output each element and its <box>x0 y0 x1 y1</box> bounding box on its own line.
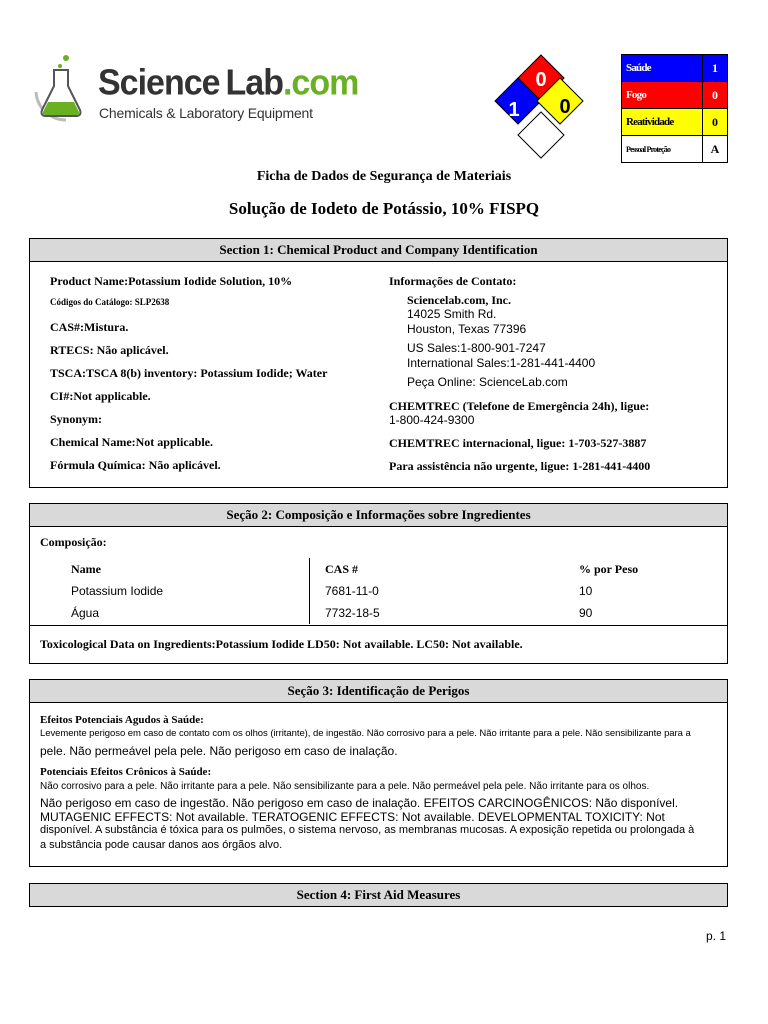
document-heading: Ficha de Dados de Segurança de Materiais <box>256 169 512 184</box>
hazard-label: Saúde <box>622 55 703 82</box>
acute-effects-line-2: pele. Não permeável pela pele. Não perigoso em caso de inalação. <box>40 744 398 758</box>
cas-number: CAS#:Mistura. <box>50 320 129 334</box>
ingredient-weight: 10 <box>579 584 593 598</box>
sciencelab-logo <box>30 52 359 122</box>
hazard-label: Reatividade <box>622 109 703 136</box>
chronic-effects-line-2: Não perigoso em caso de ingestão. Não perigoso em caso de inalação. EFEITOS CARCINOGÊNICOS: Não disponível. <box>40 796 679 810</box>
hazard-row <box>622 109 728 136</box>
column-divider <box>309 558 310 624</box>
nfpa-reactivity: 0 <box>559 96 571 118</box>
ingredient-cas: 7732-18-5 <box>325 606 380 620</box>
rtecs: RTECS: Não aplicável. <box>50 343 169 357</box>
hazard-label: Fogo <box>622 82 703 109</box>
address-line-1: 14025 Smith Rd. <box>407 307 497 321</box>
chronic-effects-line-5: a substância pode causar danos aos órgãos alvo. <box>40 839 283 851</box>
chemical-formula: Fórmula Química: Não aplicável. <box>50 458 221 472</box>
chronic-effects-line-3: MUTAGENIC EFFECTS: Not available. TERATOGENIC EFFECTS: Not available. DEVELOPMENTAL TOXICITY: Not <box>40 810 665 824</box>
us-sales: US Sales:1-800-901-7247 <box>407 341 546 355</box>
document-title: Solução de Iodeto de Potássio, 10% FISPQ <box>228 199 540 218</box>
col-cas: CAS # <box>325 562 359 576</box>
ci-number: CI#:Not applicable. <box>50 389 151 403</box>
ingredient-name: Potassium Iodide <box>71 584 164 598</box>
ingredient-cas: 7681-11-0 <box>325 584 379 598</box>
hazard-rating-table <box>621 54 728 163</box>
non-urgent-assistance: Para assistência não urgente, ligue: 1-281-441-4400 <box>389 459 651 473</box>
table-bottom-rule <box>30 625 727 626</box>
ingredient-name: Água <box>71 606 100 620</box>
catalog-codes: Códigos do Catálogo: SLP2638 <box>50 297 170 307</box>
hazard-label: Pessoal Proteção <box>622 136 703 163</box>
ingredient-weight: 90 <box>579 606 593 620</box>
col-weight: % por Peso <box>579 562 639 576</box>
col-name: Name <box>71 562 101 576</box>
hazard-row <box>622 136 728 163</box>
hazard-value: 1 <box>703 55 728 82</box>
section-3-header: Seção 3: Identificação de Perigos <box>30 680 727 703</box>
international-sales: International Sales:1-281-441-4400 <box>407 356 596 370</box>
chronic-effects-line-1: Não corrosivo para a pele. Não irritante para a pele. Não sensibilizante para a pele. Não permeável pela pele. Não irritante para os olhos. <box>40 781 650 792</box>
section-4 <box>29 883 728 907</box>
flask-icon <box>30 52 96 122</box>
hazard-value: 0 <box>703 82 728 109</box>
acute-effects-line-1: Levemente perigoso em caso de contato com os olhos (irritante), de ingestão. Não corrosivo para a pele. Não irritante para a pele. Não sensibilizante para a <box>40 728 691 739</box>
hazard-value: A <box>703 136 728 163</box>
page-number: p. 1 <box>706 929 727 943</box>
synonym: Synonym: <box>50 412 103 426</box>
tsca: TSCA:TSCA 8(b) inventory: Potassium Iodide; Water <box>50 366 328 380</box>
hazard-row <box>622 82 728 109</box>
section-2-header: Seção 2: Composição e Informações sobre Ingredientes <box>30 504 727 527</box>
section-1-header: Section 1: Chemical Product and Company Identification <box>30 239 727 262</box>
section-4-header: Section 4: First Aid Measures <box>30 884 727 906</box>
contact-label: Informações de Contato: <box>389 274 517 288</box>
order-online-link[interactable]: Peça Online: ScienceLab.com <box>407 375 568 389</box>
chemtrec-label: CHEMTREC (Telefone de Emergência 24h), ligue: <box>389 399 650 413</box>
nfpa-fire: 0 <box>535 69 547 91</box>
nfpa-diamond <box>488 53 584 163</box>
acute-effects-label: Efeitos Potenciais Agudos à Saúde: <box>40 714 204 726</box>
chemtrec-phone: 1-800-424-9300 <box>389 413 475 427</box>
hazard-value: 0 <box>703 109 728 136</box>
logo-brand: Science Lab.com <box>98 63 359 103</box>
hazard-row <box>622 55 728 82</box>
nfpa-health: 1 <box>508 99 520 121</box>
chronic-effects-label: Potenciais Efeitos Crônicos à Saúde: <box>40 766 212 778</box>
logo-subtitle: Chemicals & Laboratory Equipment <box>99 105 313 121</box>
chemtrec-international: CHEMTREC internacional, ligue: 1-703-527-3887 <box>389 436 647 450</box>
toxicological-data: Toxicological Data on Ingredients:Potassium Iodide LD50: Not available. LC50: Not available. <box>40 637 523 651</box>
chemical-name: Chemical Name:Not applicable. <box>50 435 213 449</box>
company-name: Sciencelab.com, Inc. <box>407 293 511 307</box>
address-line-2: Houston, Texas 77396 <box>407 322 527 336</box>
chronic-effects-line-4: disponível. A substância é tóxica para os pulmões, o sistema nervoso, as membranas mucosas. A exposição repetida ou prolongada à <box>40 824 695 836</box>
composition-label: Composição: <box>40 535 107 549</box>
product-name: Product Name:Potassium Iodide Solution, 10% <box>50 274 293 288</box>
